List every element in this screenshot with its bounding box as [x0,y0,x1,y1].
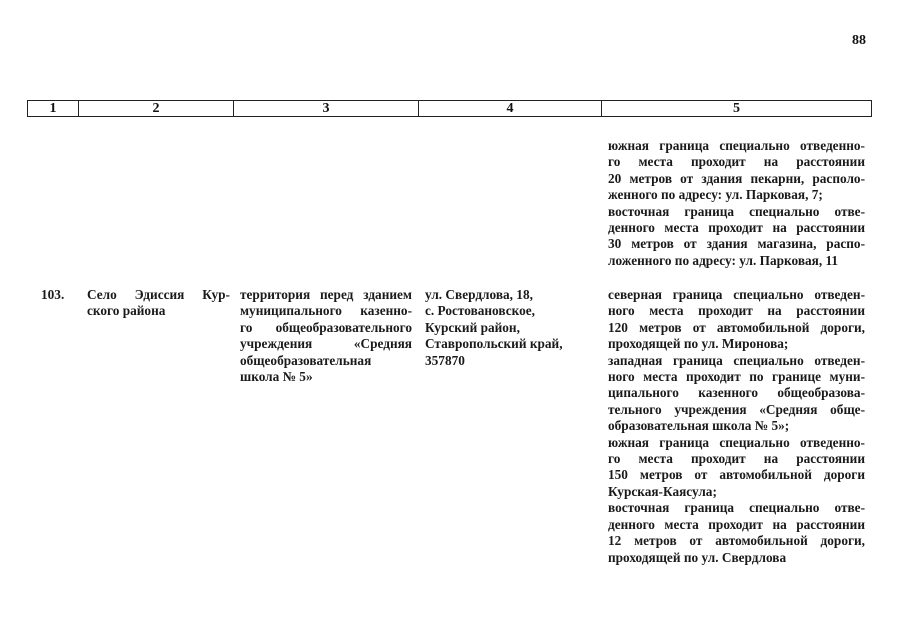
text-line: южная граница специально отведенно- [608,434,865,450]
text-line: денного места проходит на расстоянии [608,220,865,236]
text-line: ного места проходит на расстоянии [608,303,865,319]
table-header-row [27,100,872,117]
text-line: женного по адресу: ул. Парковая, 7; [608,187,823,203]
address-cell [425,287,595,369]
text-line: проходящей по ул. Свердлова [608,549,787,565]
text-line: проходящей по ул. Миронова; [608,336,789,352]
text-line: учреждения «Средняя [240,336,412,352]
text-line: территория перед зданием [240,287,412,302]
text-line: го места проходит на расстоянии [608,451,865,467]
text-line: южная граница специально отведенно- [608,138,865,153]
text-line: школа № 5» [240,369,313,385]
column-header-2: 2 [79,101,234,116]
text-line: с. Ростовановское, [425,303,535,319]
text-line: ского района [87,303,166,319]
text-line: 20 метров от здания пекарни, располо- [608,170,865,186]
territory-cell [240,287,412,385]
text-line: ципального казенного общеобразова- [608,385,865,401]
row-number: 103. [41,287,65,302]
column-header-3: 3 [234,101,419,116]
text-line: Ставропольский край, [425,336,563,352]
text-line: Село Эдиссия Кур- [87,287,230,302]
page-number: 88 [852,33,866,48]
text-line: ложенного по адресу: ул. Парковая, 11 [608,252,839,268]
continuation-boundaries-text [608,138,865,269]
text-line: общеобразовательная [240,352,372,368]
text-line: ного места проходит по границе муни- [608,369,865,385]
text-line: северная граница специально отведен- [608,287,865,302]
text-line: 357870 [425,352,465,368]
text-line: ул. Свердлова, 18, [425,287,533,302]
text-line: тельного учреждения «Средняя обще- [608,401,865,417]
text-line: го места проходит на расстоянии [608,154,865,170]
column-header-5: 5 [733,101,740,116]
text-line: образовательная школа № 5»; [608,418,790,434]
text-line: 30 метров от здания магазина, распо- [608,236,865,252]
text-line: восточная граница специально отве- [608,500,865,516]
text-line: 120 метров от автомобильной дороги, [608,319,865,335]
text-line: 150 метров от автомобильной дороги [608,467,865,483]
text-line: муниципального казенно- [240,303,412,319]
text-line: восточная граница специально отве- [608,203,865,219]
boundaries-cell [608,287,865,566]
text-line: западная граница специально отведен- [608,352,865,368]
column-header-4: 4 [419,101,602,116]
column-header-1: 1 [28,101,79,116]
settlement-cell [87,287,230,320]
text-line: го общеобразовательного [240,319,412,335]
text-line: 12 метров от автомобильной дороги, [608,533,865,549]
text-line: денного места проходит на расстоянии [608,516,865,532]
text-line: Курский район, [425,319,520,335]
text-line: Курская-Каясула; [608,483,717,499]
